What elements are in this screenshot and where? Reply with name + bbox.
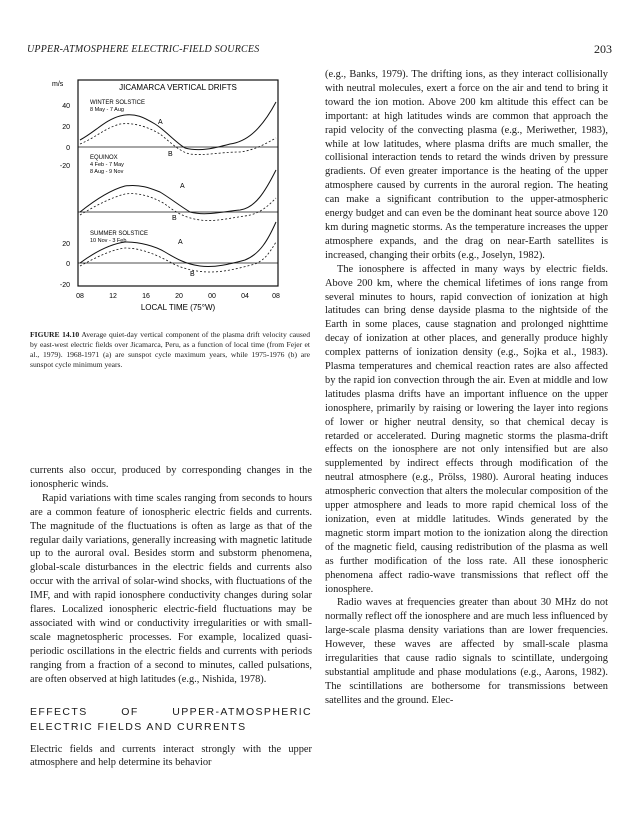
- curve-label-b: B: [172, 215, 177, 222]
- x-tick: 04: [241, 293, 249, 300]
- curve-label-b: B: [190, 271, 195, 278]
- y-tick: -20: [59, 163, 70, 170]
- caption-text: Average quiet-day vertical component of the plasma drift velocity caused by east-west electric fields over Jicamarca, Peru, as a function of local time (from Fejer et al., 1979). 1968-1971 (a) are sunspot cycle maximum years, while 1975-1976 (b) are sunspot cycle minimum years.: [30, 330, 310, 369]
- paragraph: The ionosphere is affected in many ways by electric fields. Above 200 km, where the chemical lifetimes of ions range from several minutes to hours, rapid convection of ionization at high latitudes can bring dense dayside plasma to the nightside of the Earth in some places, cause stagnation and prolonged nighttime decay of ionization at other places, and generally produce highly complex patterns of ionization density (e.g., Sojka et al., 1983). Plasma temperatures and chemical reaction rates are also affected by the rapid ion convection through the air. Even at middle and low latitudes plasma drifts have an important influence on the upper ionosphere, primarily by raising or lowering the layer into regions of lower or higher neutral density, so that chemical decay is retarded or accelerated. During magnetic storms the plasma-drift effects on the ionosphere are not only intensified but are also supplemented by indirect effects through modification of the neutral atmosphere (e.g., Prölss, 1980). Auroral heating induces atmospheric convection that alters the molecular composition of the upper atmosphere and leads to more rapid chemical loss of the ionization, even at middle latitudes. Winds generated by the magnetic storm impart motion to the ionization along the direction of the magnetic field, causing redistribution of the plasma as well as further modification of the loss rate. All these ionospheric phenomena affect radio-wave transmissions that reflect off the ionosphere.: [325, 263, 608, 595]
- x-tick: 20: [175, 293, 183, 300]
- x-tick: 00: [208, 293, 216, 300]
- x-tick: 08: [76, 293, 84, 300]
- y-tick: -20: [59, 282, 70, 289]
- panel-label: 4 Feb - 7 May: [90, 162, 124, 168]
- paragraph: Rapid variations with time scales ranging from seconds to hours are a common feature of ionospheric electric fields and currents. The magnitude of the fluctuations is often as large as that of the regular daily variations, generally increasing with magnetic latitude up to the auroral oval. Besides storm and substorm phenomena, global-scale disturbances in the electric fields and currents also occur with the arrival of solar-wind shocks, with fluctuations of the IMF, and with rapid ionosphere conductivity changes during solar flares. Localized ionospheric electric-field fluctuations may be associated with wind or conductivity irregularities or with small-scale magnetospheric processes. For example, localized quasi-periodic oscillations in the electric fields and currents with periods ranging from a fraction of a second to minutes, called pulsations, are often observed at high latitudes (e.g., Nishida, 1978).: [30, 492, 312, 685]
- paragraph: Radio waves at frequencies greater than about 30 MHz do not normally reflect off the ionosphere and are much less influenced by large-scale plasma density variations than are lower frequencies. However, these waves are affected by small-scale plasma irregularities that cause radio signals to scintillate, undergoing substantial amplitude and phase modulations (e.g., Aarons, 1982). The scintillations are bothersome for transmissions between satellites and the ground. Elec-: [325, 597, 608, 706]
- y-tick: 20: [62, 124, 70, 131]
- curve-label-a: A: [180, 183, 185, 190]
- y-tick: 20: [62, 241, 70, 248]
- right-column: [325, 68, 608, 708]
- paragraph: currents also occur, produced by corresponding changes in the ionospheric winds.: [30, 465, 312, 490]
- curve-b: [80, 194, 276, 221]
- section-heading: EFFECTS OF UPPER-ATMOSPHERIC ELECTRIC FIELDS AND CURRENTS: [30, 705, 312, 733]
- x-tick: 16: [142, 293, 150, 300]
- x-tick: 12: [109, 293, 117, 300]
- figure-title: JICAMARCA VERTICAL DRIFTS: [119, 83, 237, 92]
- x-axis-label: LOCAL TIME (75°W): [140, 303, 216, 312]
- panel-label: 8 May - 7 Aug: [90, 107, 124, 113]
- y-unit: m/s: [52, 81, 64, 88]
- panel-label: 8 Aug - 9 Nov: [90, 169, 124, 175]
- running-title: UPPER-ATMOSPHERE ELECTRIC-FIELD SOURCES: [27, 44, 260, 55]
- curve-label-b: B: [168, 151, 173, 158]
- curve-label-a: A: [178, 239, 183, 246]
- panel-label: SUMMER SOLSTICE: [90, 231, 149, 237]
- paragraph: Electric fields and currents interact strongly with the upper atmosphere and help determine its behavior: [30, 743, 312, 769]
- x-tick: 08: [272, 293, 280, 300]
- panel-label: 10 Nov - 3 Feb: [90, 238, 127, 244]
- curve-b: [80, 124, 276, 155]
- figure-number: FIGURE 14.10: [30, 330, 80, 339]
- figure-caption: [30, 330, 310, 370]
- y-tick: 40: [62, 103, 70, 110]
- page-number: 203: [594, 42, 612, 56]
- curve-label-a: A: [158, 119, 163, 126]
- panel-label: EQUINOX: [90, 155, 118, 161]
- figure-jicamarca-drifts: [40, 72, 310, 322]
- figure-svg: [40, 72, 310, 322]
- y-tick: 0: [66, 145, 70, 152]
- y-tick: 0: [66, 261, 70, 268]
- panel-label: WINTER SOLSTICE: [90, 100, 146, 106]
- paragraph: (e.g., Banks, 1979). The drifting ions, as they interact collisionally with neutral molecules, exert a force on the air and tend to bring it toward the ion motion. Above 200 km altitude this effect can be important: at high latitudes winds are common that approach the rapid velocity of the convecting plasma (e.g., Meriwether, 1983), while at low latitudes, where plasma drifts are much smaller, the collisional interaction tends to retard the winds driven by pressure gradients. Of even greater importance is the heating of the upper atmosphere caused by currents in the auroral region. The heating can make a significant contribution to the upper-atmospheric energy budget and can even be the dominant heat source above 120 km during magnetic storms. As the temperature increases the upper atmosphere expands, and the drag on near-Earth satellites is increased, changing their orbits (e.g., Joselyn, 1982).: [325, 69, 608, 261]
- left-column: [30, 464, 312, 770]
- curve-a: [80, 170, 276, 214]
